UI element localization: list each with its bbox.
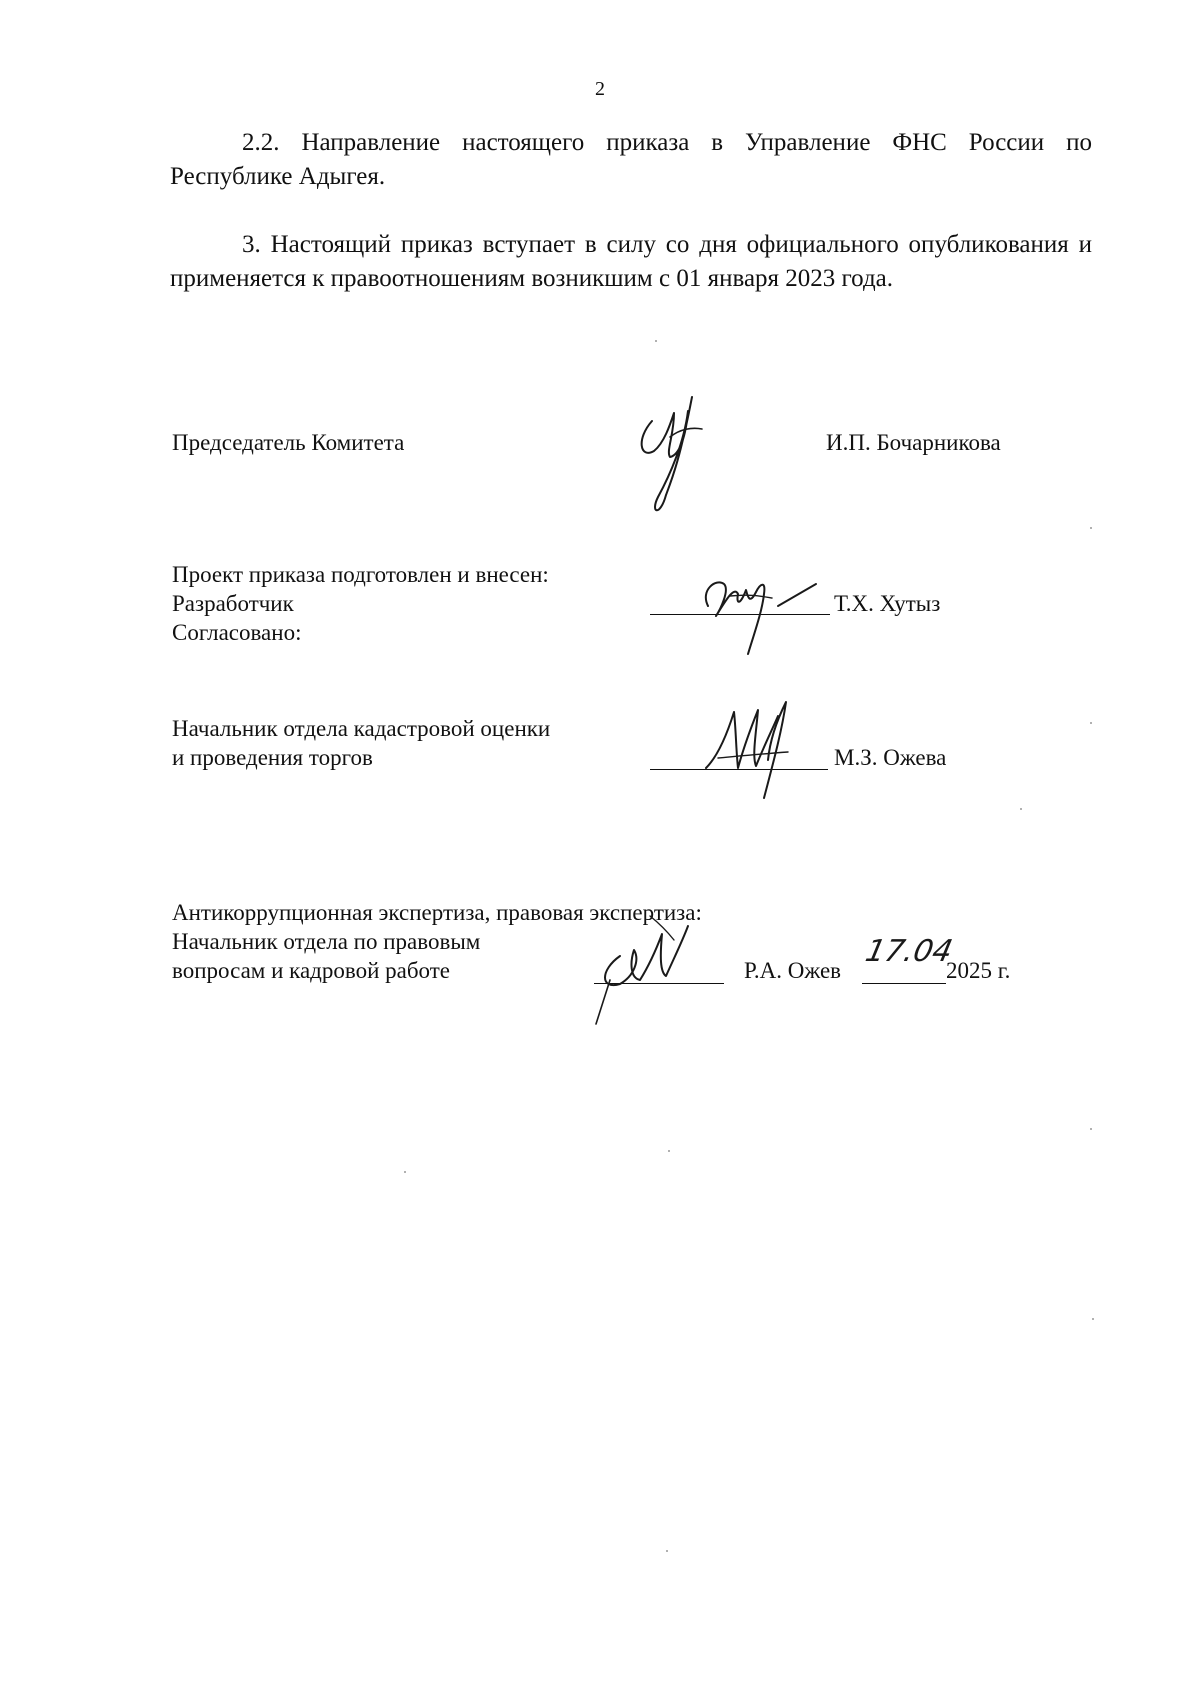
cadastral-head-line1: Начальник отдела кадастровой оценки bbox=[172, 716, 551, 741]
clause-2-2 bbox=[170, 126, 1092, 194]
clause-3 bbox=[170, 228, 1092, 296]
clause-2-2-text: 2.2. Направление настоящего приказа в Управление ФНС России по Республике Адыгея. bbox=[170, 129, 1092, 190]
clause-3-text: 3. Настоящий приказ вступает в силу со дня официального опубликования и применяется к правоотношениям возникшим с 01 января 2023 года. bbox=[170, 231, 1092, 292]
scan-speck bbox=[666, 1550, 668, 1552]
cadastral-head-line2: и проведения торгов bbox=[172, 745, 373, 770]
scan-speck bbox=[655, 340, 657, 342]
scan-speck bbox=[1090, 527, 1092, 529]
legal-head-name: Р.А. Ожев bbox=[744, 958, 842, 983]
cadastral-signature bbox=[700, 690, 820, 810]
cadastral-head-name: М.З. Ожева bbox=[834, 745, 947, 770]
scan-speck bbox=[668, 1150, 670, 1152]
legal-expertise-heading: Антикоррупционная экспертиза, правовая экспертиза: bbox=[172, 900, 702, 925]
legal-head-line1: Начальник отдела по правовым bbox=[172, 929, 481, 954]
chairman-title: Председатель Комитета bbox=[172, 430, 405, 455]
chairman-name: И.П. Бочарникова bbox=[826, 430, 1001, 455]
scan-speck bbox=[1020, 808, 1022, 810]
page-number: 2 bbox=[595, 78, 605, 100]
legal-signature bbox=[590, 900, 730, 1030]
prepared-heading: Проект приказа подготовлен и внесен: bbox=[172, 562, 549, 587]
developer-signature bbox=[690, 560, 830, 660]
legal-head-line2: вопросам и кадровой работе bbox=[172, 958, 451, 983]
scan-speck bbox=[404, 1171, 406, 1173]
agreed-label: Согласовано: bbox=[172, 620, 302, 645]
developer-name: Т.Х. Хутыз bbox=[834, 591, 941, 616]
developer-role: Разработчик bbox=[172, 591, 294, 616]
scan-speck bbox=[1090, 722, 1092, 724]
scan-speck bbox=[1090, 1128, 1092, 1130]
chairman-signature bbox=[630, 385, 730, 525]
scan-speck bbox=[1092, 1318, 1094, 1320]
legal-date-line bbox=[862, 983, 946, 984]
legal-date-year: 2025 г. bbox=[946, 958, 1011, 983]
legal-handwritten-date: 17.04 bbox=[862, 934, 956, 969]
